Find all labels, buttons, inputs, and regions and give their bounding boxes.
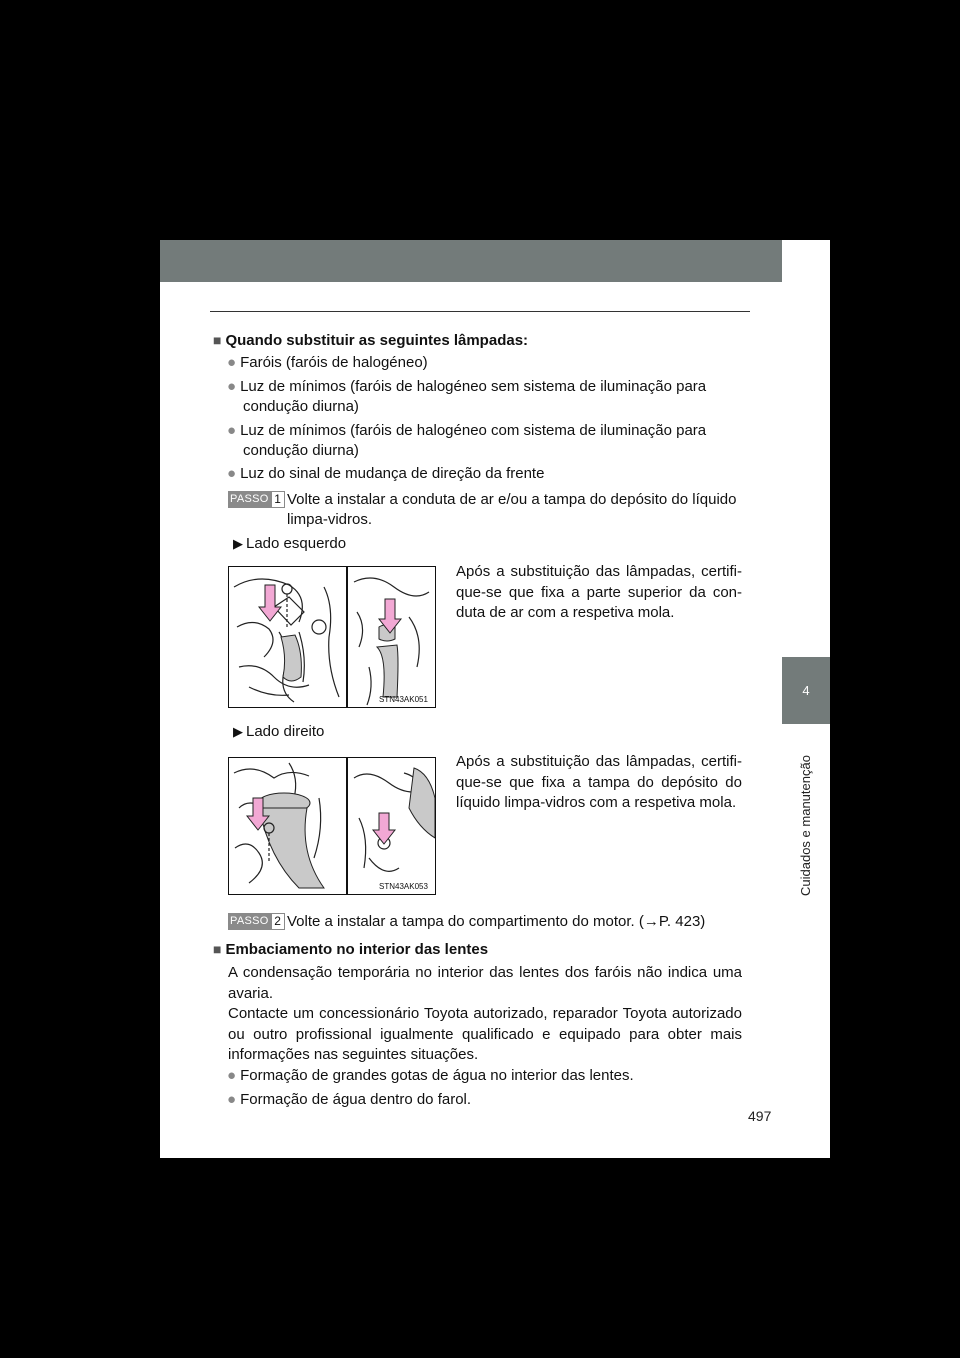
step-1-text: Volte a instalar a conduta de ar e/ou a tampa do depósito do líquido — [287, 491, 737, 508]
step-2-text: Volte a instalar a tampa do compartimento do motor. (→P. 423) — [287, 913, 706, 930]
engine-illustration-right — [229, 758, 435, 894]
figure-code: STN43AK051 — [379, 695, 428, 704]
engine-illustration-left — [229, 567, 435, 707]
list-item: ● Luz de mínimos (faróis de halogéneo sem sistema de iluminação para — [227, 378, 707, 395]
condensation-text: A condensação temporária no interior das lentes dos faróis não indica uma avaria. — [228, 964, 742, 1002]
figure-code: STN43AK053 — [379, 882, 428, 891]
step-1-badge: PASSO 1 — [228, 491, 285, 508]
contact-text: Contacte um concessionário Toyota autorizado, reparador Toyota autorizado ou outro profissional igualmente qualificado e equipado para obter mais informações nas seguintes situações. — [228, 1005, 742, 1063]
right-side-text: Após a substituição das lâmpadas, certifi-que-se que fixa a tampa do depósito do líquido limpa-vidros com a respetiva mola. — [456, 753, 742, 811]
heading-lamps: ■ Quando substituir as seguintes lâmpadas: — [213, 332, 529, 349]
list-item: ● Formação de água dentro do farol. — [227, 1091, 472, 1108]
list-item: ● Faróis (faróis de halogéneo) — [227, 354, 428, 371]
figure-right-side — [228, 757, 436, 895]
section-tab-label: Cuidados e manutenção — [798, 755, 813, 896]
left-side-text: Após a substituição das lâmpadas, certifi-que-se que fixa a parte superior da con-duta de ar com a respetiva mola. — [456, 563, 742, 621]
heading-condensation: ■ Embaciamento no interior das lentes — [213, 941, 489, 958]
step-2-badge: PASSO 2 — [228, 913, 285, 930]
section-tab: 4 — [782, 657, 830, 724]
list-item: ● Formação de grandes gotas de água no interior das lentes. — [227, 1067, 634, 1084]
page-number: 497 — [748, 1108, 772, 1124]
left-side-label: ▶ Lado esquerdo — [233, 535, 347, 552]
list-item: ● Luz do sinal de mudança de direção da frente — [227, 465, 545, 482]
figure-left-side — [228, 566, 436, 708]
list-item: ● Luz de mínimos (faróis de halogéneo com sistema de iluminação para — [227, 422, 707, 439]
list-item-continuation: condução diurna) — [243, 398, 359, 415]
header-rule — [210, 311, 750, 312]
list-item-continuation: condução diurna) — [243, 442, 359, 459]
right-side-label: ▶ Lado direito — [233, 723, 325, 740]
step-1-text-cont: limpa-vidros. — [287, 511, 373, 528]
header-bar — [160, 240, 830, 282]
